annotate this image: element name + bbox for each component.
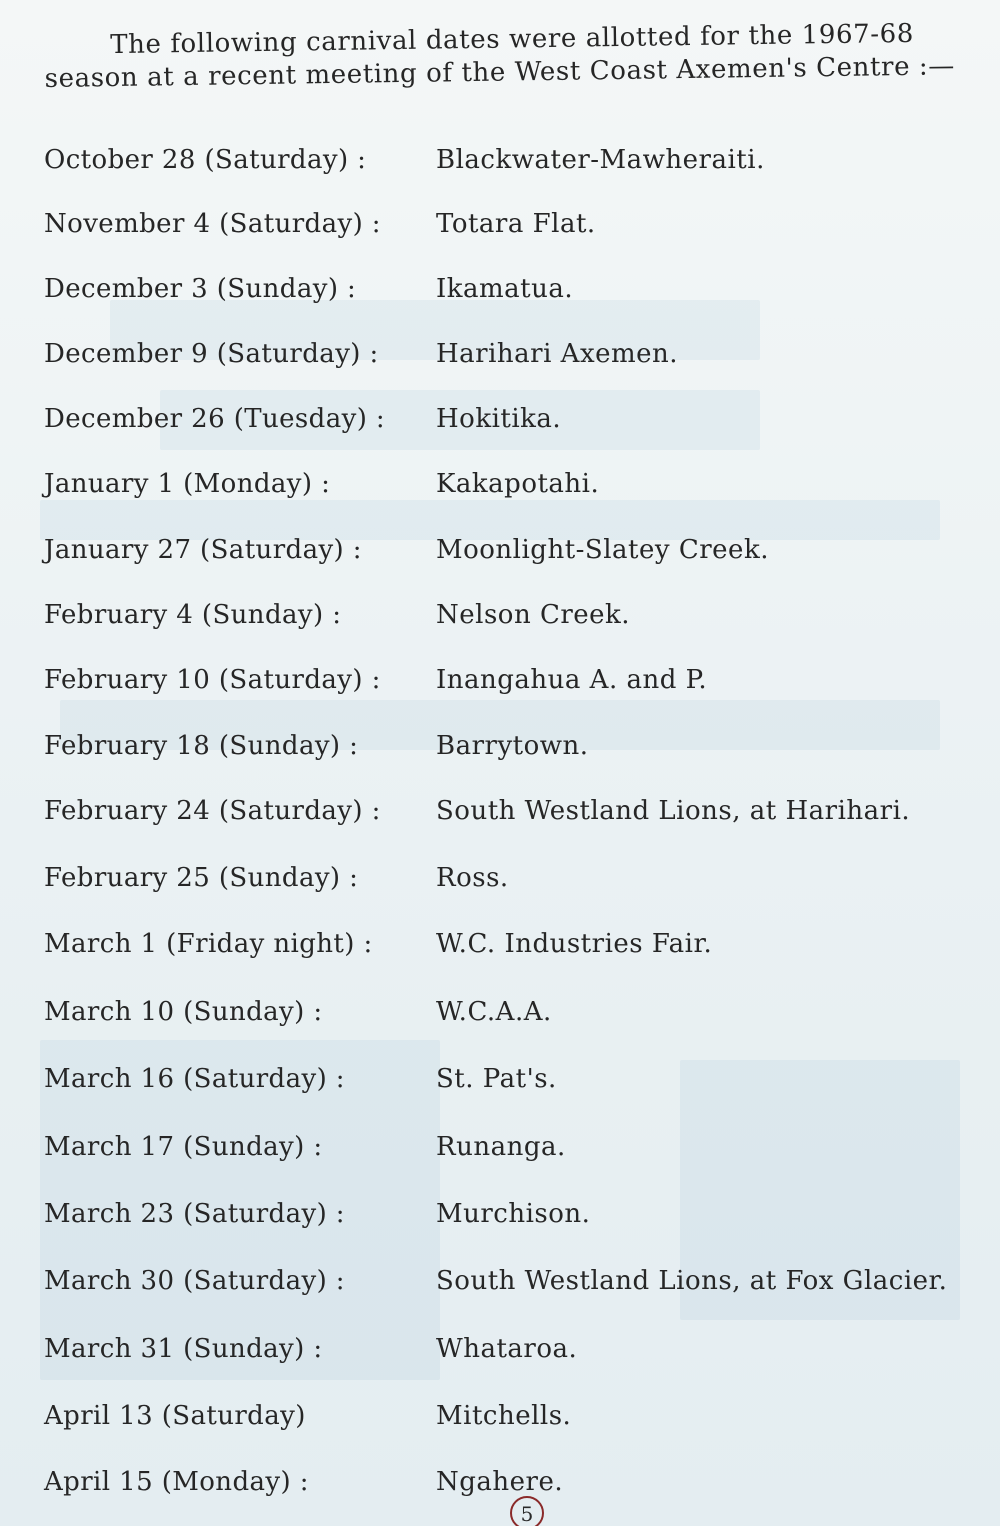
intro-line-2: season at a recent meeting of the West Coast Axemen's Centre :— [44, 51, 956, 94]
schedule-date: December 3 (Sunday) : [44, 274, 357, 304]
schedule-date: February 4 (Sunday) : [44, 600, 342, 630]
schedule-row [44, 1462, 974, 1502]
schedule-row [44, 992, 974, 1032]
schedule-row [44, 334, 974, 374]
schedule-date: January 27 (Saturday) : [44, 535, 362, 565]
schedule-venue: Ross. [436, 863, 509, 893]
page-number: 5 [510, 1496, 544, 1526]
schedule-venue: Hokitika. [436, 404, 562, 434]
schedule-row [44, 399, 974, 439]
schedule-row [44, 1194, 974, 1234]
schedule-venue: Totara Flat. [436, 209, 596, 239]
schedule-date: February 18 (Sunday) : [44, 731, 359, 761]
schedule-venue: Nelson Creek. [436, 600, 631, 630]
schedule-row [44, 464, 974, 504]
schedule-row [44, 858, 974, 898]
schedule-row [44, 791, 974, 831]
schedule-row [44, 660, 974, 700]
schedule-venue: Blackwater-Mawheraiti. [436, 145, 765, 175]
schedule-date: March 23 (Saturday) : [44, 1199, 345, 1229]
schedule-row [44, 924, 974, 964]
schedule-venue: St. Pat's. [436, 1064, 557, 1094]
schedule-venue: South Westland Lions, at Harihari. [436, 796, 911, 826]
schedule-date: March 30 (Saturday) : [44, 1266, 345, 1296]
schedule-date: March 16 (Saturday) : [44, 1064, 345, 1094]
schedule-venue: Ngahere. [436, 1467, 564, 1497]
schedule-date: March 10 (Sunday) : [44, 997, 323, 1027]
schedule-row [44, 595, 974, 635]
schedule-row [44, 1059, 974, 1099]
schedule-date: March 31 (Sunday) : [44, 1334, 323, 1364]
schedule-row [44, 726, 974, 766]
schedule-venue: Murchison. [436, 1199, 591, 1229]
schedule-date: March 17 (Sunday) : [44, 1132, 323, 1162]
schedule-row [44, 269, 974, 309]
schedule-date: February 24 (Saturday) : [44, 796, 381, 826]
schedule-date: November 4 (Saturday) : [44, 209, 381, 239]
schedule-date: March 1 (Friday night) : [44, 929, 373, 959]
schedule-venue: Kakapotahi. [436, 469, 600, 499]
schedule-date: February 25 (Sunday) : [44, 863, 359, 893]
schedule-venue: Inangahua A. and P. [436, 665, 708, 695]
schedule-row [44, 1261, 974, 1301]
schedule-venue: Barrytown. [436, 731, 589, 761]
schedule-row [44, 1127, 974, 1167]
schedule-venue: Harihari Axemen. [436, 339, 679, 369]
schedule-date: December 9 (Saturday) : [44, 339, 379, 369]
schedule-row [44, 204, 974, 244]
schedule-date: April 13 (Saturday) [44, 1401, 306, 1431]
schedule-date: January 1 (Monday) : [44, 469, 331, 499]
schedule-date: December 26 (Tuesday) : [44, 404, 386, 434]
schedule-row [44, 1329, 974, 1369]
schedule-row [44, 530, 974, 570]
intro-line-1: The following carnival dates were allotted for the 1967-68 [110, 18, 915, 61]
schedule-venue: South Westland Lions, at Fox Glacier. [436, 1266, 948, 1296]
schedule-venue: Ikamatua. [436, 274, 574, 304]
schedule-venue: Runanga. [436, 1132, 566, 1162]
schedule-row [44, 1396, 974, 1436]
schedule-venue: Whataroa. [436, 1334, 578, 1364]
schedule-venue: Mitchells. [436, 1401, 572, 1431]
schedule-venue: Moonlight-Slatey Creek. [436, 535, 769, 565]
schedule-row [44, 140, 974, 180]
schedule-venue: W.C. Industries Fair. [436, 929, 713, 959]
schedule-venue: W.C.A.A. [436, 997, 552, 1027]
schedule-date: February 10 (Saturday) : [44, 665, 381, 695]
schedule-date: October 28 (Saturday) : [44, 145, 367, 175]
schedule-date: April 15 (Monday) : [44, 1467, 309, 1497]
